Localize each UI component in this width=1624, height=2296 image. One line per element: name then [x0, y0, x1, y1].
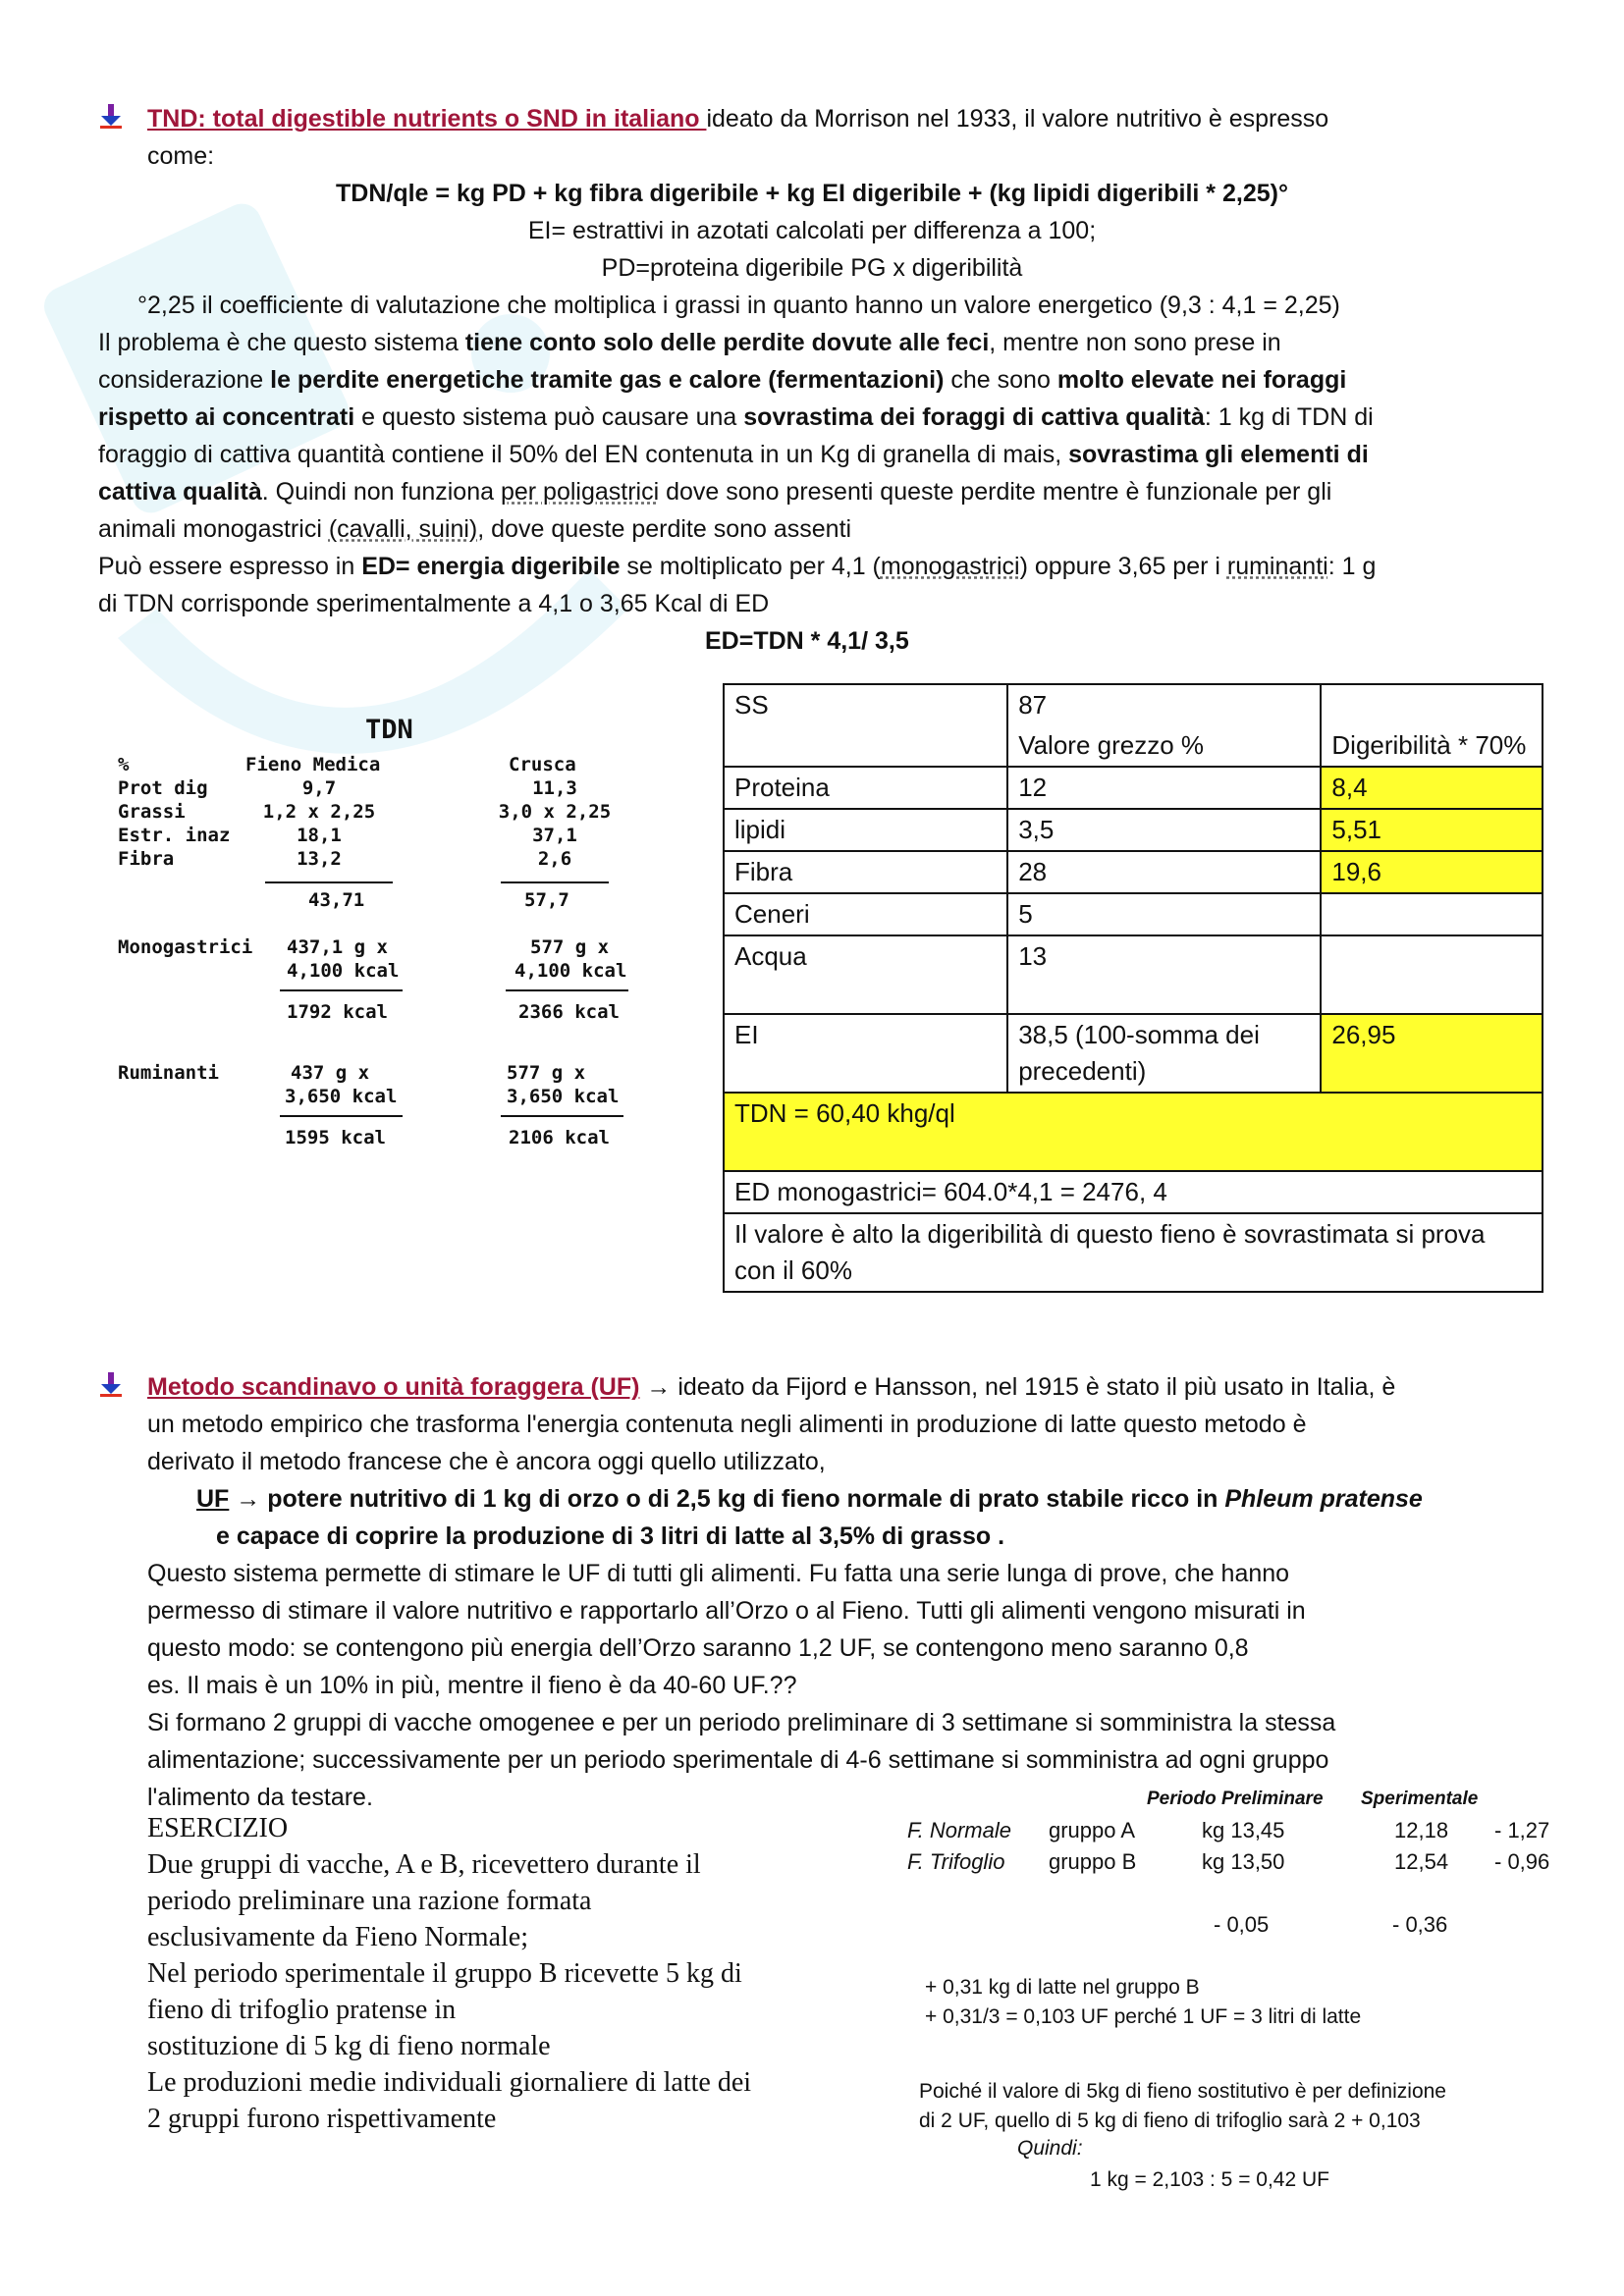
- fat-note: °2,25 il coefficiente di valutazione che moltiplica i grassi in quanto hanno un valore energetico (9,3 : 4,1 = 2,25): [137, 292, 1340, 319]
- total-fieno: 43,71: [308, 889, 365, 911]
- table-row: SS 87: [724, 684, 1543, 725]
- table-row: Proteina 12 8,4: [724, 767, 1543, 809]
- section1-title: TND: total digestible nutrients o SND in italiano: [147, 105, 707, 133]
- section2-intro: Metodo scandinavo o unità foraggera (UF) → ideato da Fijord e Hansson, nel 1915 è stato il più usato in Italia, è un metodo empirico che trasforma l'energia contenuta negli alimenti in produzione di latte questo metodo è derivato il metodo francese che è ancora oggi quello utilizzato,: [147, 1373, 1396, 1475]
- table-row: EI 38,5 (100-somma dei precedenti) 26,95: [724, 1014, 1543, 1093]
- tdn-formula: TDN/qle = kg PD + kg fibra digeribile + kg EI digeribile + (kg lipidi digeribili * 2,25)°: [336, 180, 1288, 207]
- col-crusca: Crusca: [509, 754, 576, 775]
- tdn-result: TDN = 60,40 khg/ql: [724, 1093, 1543, 1171]
- table-row: Acqua 13: [724, 935, 1543, 1014]
- intro-cont: come:: [147, 142, 215, 170]
- tdn-table: [723, 683, 1543, 1293]
- exercise-title: ESERCIZIO: [147, 1813, 289, 1843]
- table-row: Il valore è alto la digeribilità di questo fieno è sovrastimata si prova con il 60%: [724, 1213, 1543, 1292]
- tdn-card-title: TDN: [365, 715, 413, 745]
- table-row: Ceneri 5: [724, 893, 1543, 935]
- col-fieno-medica: Fieno Medica: [245, 754, 381, 775]
- section2-title: Metodo scandinavo o unità foraggera (UF): [147, 1373, 640, 1401]
- bullet-arrow-icon: [98, 104, 124, 130]
- ed-formula: ED=TDN * 4,1/ 3,5: [705, 627, 909, 655]
- bullet-arrow-icon: [98, 1372, 124, 1398]
- table-row: [724, 1093, 1543, 1171]
- def-ei: EI= estrattivi in azotati calcolati per differenza a 100;: [527, 217, 1097, 244]
- section1-intro: TND: total digestible nutrients o SND in italiano ideato da Morrison nel 1933, il valore nutritivo è espresso: [147, 105, 1329, 133]
- uf-definition: UF → potere nutritivo di 1 kg di orzo o di 2,5 kg di fieno normale di prato stabile ricco in Phleum pratense e capace di coprire la produzione di 3 litri di latte al 3,5% di grasso .: [196, 1485, 1423, 1550]
- table-row: Valore grezzo % Digeribilità * 70%: [724, 725, 1543, 767]
- exercise-result: 1 kg = 2,103 : 5 = 0,42 UF: [1090, 2168, 1329, 2191]
- exercise-calc: Periodo Preliminare Sperimentale F. Normale gruppo A kg 13,45 12,18 - 1,27 F. Trifoglio gruppo B kg 13,50 12,54 - 0,96 - 0,05 - 0,36 + 0,31 kg di latte nel gruppo B + 0,31/3 = 0,103 UF perché 1 UF = 3 litri di latte Poiché il valore di 5kg di fieno sostitutivo è per definizione di 2 UF, quello di 5 kg di fieno di trifoglio sarà 2 + 0,103 Quindi: 1 kg = 2,103 : 5 = 0,42 UF: [893, 1781, 1581, 2213]
- problem-paragraph: Il problema è che questo sistema tiene conto solo delle perdite dovute alle feci, mentre non sono prese in considerazione le perdite energetiche tramite gas e calore (fermentazioni) che sono molto elevate nei foraggi rispetto ai concentrati e questo sistema può causare una sovrastima dei foraggi di cattiva qualità: 1 kg di TDN di foraggio di cattiva quantità contiene il 50% del EN contenuta in un Kg di granella di mais, sovrastima gli elementi di cattiva qualità. Quindi non funziona per poligastrici dove sono presenti queste perdite mentre è funzionale per gli animali monogastrici (cavalli, suini), dove queste perdite sono assenti Può essere espresso in ED= energia digeribile se moltiplicato per 4,1 (monogastrici) oppure 3,65 per i ruminanti: 1 g di TDN corrisponde sperimentalmente a 4,1 o 3,65 Kcal di ED: [98, 329, 1377, 617]
- table-row: Fibra 28 19,6: [724, 851, 1543, 893]
- total-crusca: 57,7: [524, 889, 569, 911]
- tdn-card: TDN % Fieno Medica Crusca Prot dig Grassi Estr. inaz Fibra 9,7 1,2 x 2,25 18,1 13,2 11,3 3,0 x 2,25 37,1 2,6 43,71 57,7 Monogastrici 437,1 g x 4,100 kcal 577 g x 4,100 kcal 1792 kcal 2366 kcal Ruminanti 437 g x 3,650 kcal 577 g x 3,650 kcal 1595 kcal 2106 kcal: [118, 715, 627, 1148]
- table-row: ED monogastrici= 604.0*4,1 = 2476, 4: [724, 1171, 1543, 1213]
- def-pd: PD=proteina digeribile PG x digeribilità: [601, 254, 1023, 282]
- exercise-text: ESERCIZIO Due gruppi di vacche, A e B, ricevettero durante il periodo preliminare una razione formata esclusivamente da Fieno Normale; Nel periodo sperimentale il gruppo B ricevette 5 kg di fieno di trifoglio pratense in sostituzione di 5 kg di fieno normale Le produzioni medie individuali giornaliere di latte dei 2 gruppi furono rispettivamente: [147, 1810, 874, 2137]
- section2-paragraph: Questo sistema permette di stimare le UF di tutti gli alimenti. Fu fatta una serie lunga di prove, che hanno permesso di stimare il valore nutritivo e rapportarlo all’Orzo o al Fieno. Tutti gli alimenti vengono misurati in questo modo: se contengono più energia dell’Orzo saranno 1,2 UF, se contengono meno saranno 0,8 es. Il mais è un 10% in più, mentre il fieno è da 40-60 UF.?? Si formano 2 gruppi di vacche omogenee e per un periodo preliminare di 3 settimane si somministra la stessa alimentazione; successivamente per un periodo sperimentale di 4-6 settimane si somministra ad ogni gruppo l'alimento da testare.: [147, 1560, 1336, 1811]
- table-row: lipidi 3,5 5,51: [724, 809, 1543, 851]
